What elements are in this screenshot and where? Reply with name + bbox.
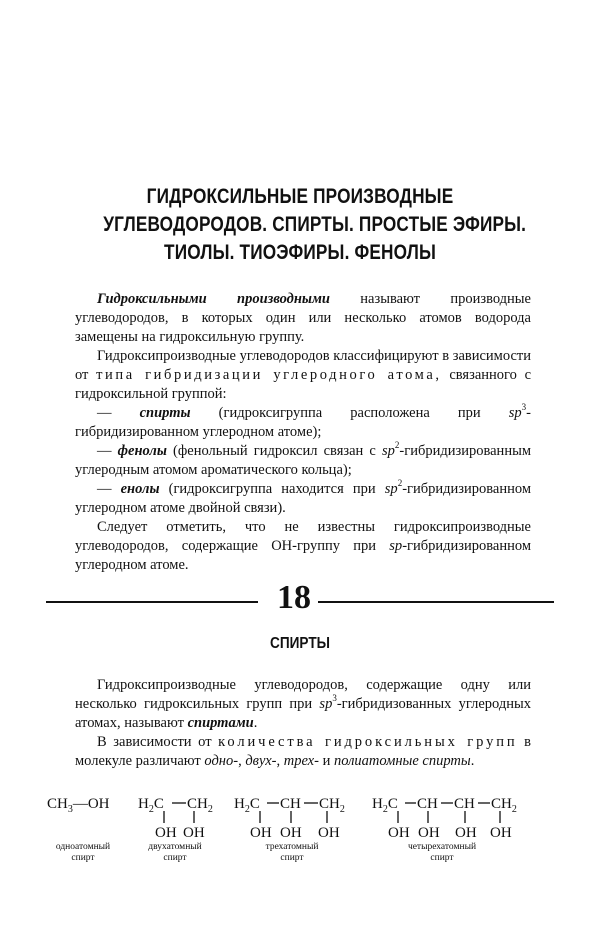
formula-text: CH xyxy=(417,796,438,812)
term-tri: трех- xyxy=(283,753,319,769)
formula-text: $CH_2$ xyxy=(491,796,517,815)
section-rule-right xyxy=(318,601,554,603)
list-text: -гибридизированном углеродном атоме); xyxy=(75,405,532,440)
caption-line: спирт xyxy=(71,853,95,863)
formula-triol xyxy=(234,796,345,841)
intro-p3-text-b: -гибридизированном углеродном атоме. xyxy=(75,538,531,573)
dash: — xyxy=(97,405,140,421)
hydroxyl: OH xyxy=(183,825,205,841)
caption-line: трехатомный xyxy=(265,842,319,852)
formula-text: CH xyxy=(280,796,301,812)
term-spirtami: спиртами xyxy=(187,715,254,731)
formula-text: CH xyxy=(454,796,475,812)
comma: , xyxy=(276,753,284,769)
conjunction: и xyxy=(318,753,334,769)
intro-paragraph-2 xyxy=(75,347,531,404)
chapter-title-line: ТИОЛЫ. ТИОЭФИРЫ. ФЕНОЛЫ xyxy=(164,241,436,264)
superscript: 2 xyxy=(397,478,403,489)
intro-paragraph-3 xyxy=(75,518,531,575)
section-title: СПИРТЫ xyxy=(270,635,330,652)
formula-text: $H_2C$ xyxy=(138,796,164,815)
dash: — xyxy=(97,481,121,497)
alcohols-paragraph-1 xyxy=(75,676,531,733)
sp-notation: sp xyxy=(508,405,522,421)
caption-line: двухатомный xyxy=(148,842,202,852)
caption-line: спирт xyxy=(430,853,454,863)
formula-diol xyxy=(138,796,213,841)
superscript: 3 xyxy=(521,402,527,413)
comma: , xyxy=(238,753,246,769)
hydroxyl: OH xyxy=(418,825,440,841)
formulas-row xyxy=(0,786,600,876)
list-item-phenols xyxy=(75,442,531,480)
hydroxyl: OH xyxy=(388,825,410,841)
intro-paragraph-1 xyxy=(75,290,531,347)
alcohols-p1-text-a: Гидроксипроизводные углеводородов, содержащие одну или несколько гидроксильных групп при xyxy=(75,677,531,712)
alcohols-p2-spaced: количества гидроксильных групп xyxy=(218,734,518,750)
alcohols-p2-text-a: В зависимости от xyxy=(97,734,219,750)
list-text: (гидроксигруппа находится при xyxy=(159,481,385,497)
intro-p2-spaced: типа гибридизации углеродного атома, xyxy=(96,367,442,383)
formula-text: $CH_2$ xyxy=(319,796,345,815)
formula-text: $CH_2$ xyxy=(187,796,213,815)
dash: — xyxy=(97,443,118,459)
intro-p1-text: называют производные углеводородов, в которых один или несколько атомов водорода замещены на гидроксильную группу. xyxy=(75,291,531,345)
hydroxyl: OH xyxy=(455,825,477,841)
hydroxyl: OH xyxy=(490,825,512,841)
alcohols-text xyxy=(75,676,531,771)
caption-trihydric xyxy=(247,842,337,864)
caption-line: четырехатомный xyxy=(407,842,477,852)
caption-monohydric xyxy=(40,842,126,864)
intro-text xyxy=(75,290,531,575)
chapter-title-line: ГИДРОКСИЛЬНЫЕ ПРОИЗВОДНЫЕ xyxy=(146,185,454,208)
intro-p2-text-b: связанного с гидроксильной группой: xyxy=(75,367,532,402)
term-enols: енолы xyxy=(120,481,160,497)
term-di: двух- xyxy=(245,753,277,769)
term-poly: полиатомные спирты xyxy=(333,753,471,769)
intro-p3-text-a: Следует отметить, что не известны гидроксипроизводные углеводородов, содержащие ОН-группу при xyxy=(75,519,531,554)
formula-text: $CH_3—OH$ xyxy=(47,796,110,815)
sp-notation: sp xyxy=(384,481,398,497)
term-hydroxyl-derivatives: Гидроксильными производными xyxy=(97,291,330,307)
hydroxyl: OH xyxy=(250,825,272,841)
list-text: -гибридизированном углеродном атоме двойной связи). xyxy=(75,481,531,516)
formula-text: $H_2C$ xyxy=(234,796,260,815)
section-rule-left xyxy=(46,601,258,603)
caption-tetrahydric xyxy=(392,842,492,864)
caption-line: спирт xyxy=(280,853,304,863)
caption-line: одноатомный xyxy=(55,842,111,852)
superscript: 3 xyxy=(332,693,337,704)
hydroxyl: OH xyxy=(155,825,177,841)
section-number: 18 xyxy=(277,579,311,616)
term-mono: одно- xyxy=(204,753,239,769)
sp-notation: sp xyxy=(389,538,403,554)
term-alcohols: спирты xyxy=(139,405,191,421)
alcohols-p2-text-b: в молекуле различают xyxy=(75,734,531,769)
hydroxyl: OH xyxy=(318,825,340,841)
caption-line: спирт xyxy=(163,853,187,863)
alcohols-paragraph-2 xyxy=(75,733,531,771)
list-text: (фенольный гидроксил связан с xyxy=(166,443,383,459)
formula-text: $H_2C$ xyxy=(372,796,398,815)
hydroxyl: OH xyxy=(280,825,302,841)
list-item-enols xyxy=(75,480,531,518)
chapter-title-line: УГЛЕВОДОРОДОВ. СПИРТЫ. ПРОСТЫЕ ЭФИРЫ. xyxy=(103,213,527,236)
sp-notation: sp xyxy=(319,696,333,712)
sp-notation: sp xyxy=(382,443,395,459)
chapter-title xyxy=(103,183,527,267)
list-text: (гидроксигруппа расположена при xyxy=(190,405,509,421)
list-item-alcohols xyxy=(75,404,531,442)
term-phenols: фенолы xyxy=(117,443,167,459)
period: . xyxy=(253,715,258,731)
formula-methanol xyxy=(47,796,110,815)
caption-dihydric xyxy=(132,842,218,864)
superscript: 2 xyxy=(394,440,400,451)
period: . xyxy=(470,753,475,769)
list-text: -гибридизированным углеродным атомом ароматического кольца); xyxy=(75,443,531,478)
alcohols-p1-text-b: -гибридизованных углеродных атомах, называют xyxy=(75,696,531,731)
formula-tetraol xyxy=(372,796,517,841)
intro-p2-text-a: Гидроксипроизводные углеводородов классифицируют в зависимости от xyxy=(75,348,531,383)
